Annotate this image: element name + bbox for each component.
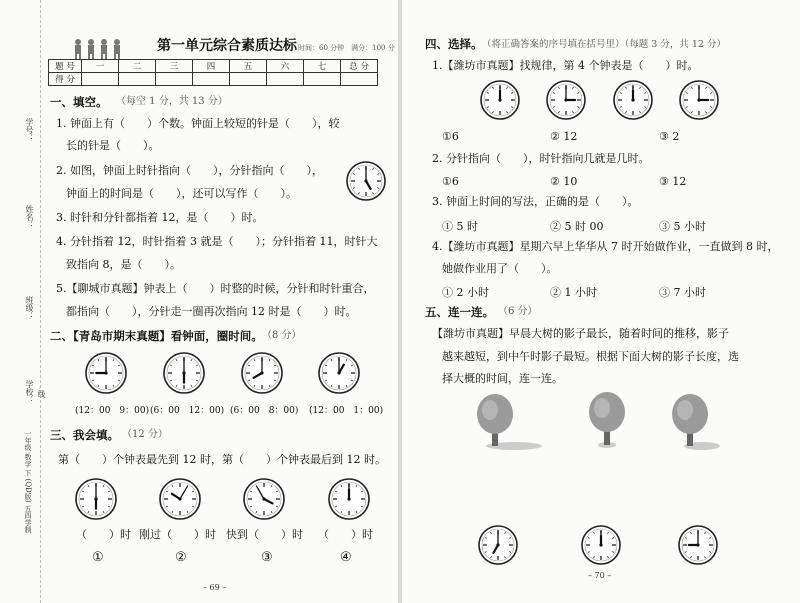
s4-q2-option[interactable]: ③ 12 [659, 175, 687, 188]
score-header: 题 号 [49, 60, 82, 73]
s3-blank[interactable]: 快到（ ）时 [226, 528, 303, 541]
s4-q1-option[interactable]: ② 12 [550, 130, 578, 143]
section-2-score: （8 分） [262, 330, 302, 341]
binding-line [40, 0, 41, 603]
s1-q2-line2: 钟面上的时间是（ ），还可以写作（ ）。 [66, 187, 297, 200]
s3-label: ② [175, 550, 187, 565]
left-page [0, 0, 398, 603]
s1-q4-line1: 4. 分针指着 12，时针指着 3 就是（ ）；分针指着 11，时针大 [56, 235, 378, 248]
score-cell[interactable] [341, 73, 378, 86]
s4-q3-option[interactable]: ① 5 时 [442, 220, 478, 233]
s4-q4-option[interactable]: ③ 7 小时 [659, 286, 706, 299]
section-2-title: 二、【青岛市期末真题】看钟面，圈时间。 [50, 329, 263, 343]
right-page [402, 0, 800, 603]
s2-option[interactable]: (12：00 1：00) [309, 406, 384, 416]
score-cell[interactable] [156, 73, 193, 86]
score-header: 一 [82, 60, 119, 73]
class-label: 班级： [25, 296, 34, 320]
s4-q1-option[interactable]: ③ 2 [659, 130, 680, 143]
section-4-title: 四、选择。 [425, 37, 483, 51]
score-table [48, 59, 378, 86]
student-id-label: 学号： [25, 118, 34, 142]
score-header: 二 [119, 60, 156, 73]
page-title: 第一单元综合素质达标 [157, 38, 297, 54]
s3-question: 第（ ）个钟表最先到 12 时，第（ ）个钟表最后到 12 时。 [58, 453, 386, 466]
score-cell[interactable] [193, 73, 230, 86]
book-label: 一年级 数学 下 (QD版) 五四学制 [24, 430, 32, 533]
s1-q3: 3. 时针和分针都指着 12，是（ ）时。 [56, 211, 264, 224]
page-number-70: – 70 – [588, 571, 612, 580]
section-1-title: 一、填空。 [50, 95, 108, 109]
score-header: 六 [267, 60, 304, 73]
score-cell[interactable] [119, 73, 156, 86]
tree-long-shadow [472, 390, 542, 460]
s4-q4-line2: 她做作业用了（ ）。 [442, 262, 558, 275]
s3-blank[interactable]: 刚过（ ）时 [139, 528, 216, 541]
score-cell[interactable] [304, 73, 341, 86]
score-header: 七 [304, 60, 341, 73]
s2-option[interactable]: (12：00 9：00) [75, 406, 150, 416]
s4-q1-option[interactable]: ①6 [442, 130, 459, 143]
s5-text-line2: 越来越短，到中午时影子最短。根据下面大树的影子长度，选 [442, 350, 739, 363]
section-5-title: 五、连一连。 [425, 305, 494, 319]
exam-meta: 时间：60 分钟 满分：100 分 [298, 44, 395, 52]
score-header: 总 分 [341, 60, 378, 73]
student-name-label: 姓名： [25, 205, 34, 229]
s2-option[interactable]: (6：00 12：00) [150, 406, 225, 416]
s3-label: ④ [340, 550, 352, 565]
s5-text-line1: 【潍坊市真题】早晨大树的影子最长，随着时间的推移，影子 [432, 327, 729, 340]
section-3-title: 三、我会填。 [50, 428, 119, 442]
s4-q4-option[interactable]: ② 1 小时 [550, 286, 597, 299]
s4-q3-option[interactable]: ③ 5 小时 [659, 220, 706, 233]
s3-blank[interactable]: （ ）时 [76, 528, 131, 541]
page-number-69: – 69 – [203, 583, 227, 592]
s3-label: ③ [261, 550, 273, 565]
section-5-score: （6 分） [498, 306, 538, 317]
s1-q2-line1: 2. 如图，钟面上时针指向（ ），分针指向（ ）， [56, 164, 323, 177]
s1-q4-line2: 致指向 8，是（ ）。 [66, 258, 181, 271]
tree-medium-shadow [667, 390, 732, 460]
s2-option[interactable]: (6：00 8：00) [230, 406, 299, 416]
s5-text-line3: 择大概的时间，连一连。 [442, 372, 563, 385]
s1-q1-line1: 1. 钟面上有（ ）个数。钟面上较短的针是（ ），较 [56, 117, 340, 130]
s4-q4-option[interactable]: ① 2 小时 [442, 286, 489, 299]
s4-q4-line1: 4.【潍坊市真题】星期六早上华华从 7 时开始做作业，一直做到 8 时， [432, 240, 779, 253]
score-header: 三 [156, 60, 193, 73]
score-header: 四 [193, 60, 230, 73]
s4-q2-option[interactable]: ①6 [442, 175, 459, 188]
s3-blank[interactable]: （ ）时 [318, 528, 373, 541]
section-4-note: （将正确答案的序号填在括号里）（每题 3 分，共 12 分） [482, 39, 726, 50]
score-cell[interactable] [267, 73, 304, 86]
s4-q2: 2. 分针指向（ ），时针指向几就是几时。 [432, 152, 650, 165]
section-1-score: （每空 1 分，共 13 分） [116, 96, 228, 107]
school-label: 学校： [25, 380, 34, 404]
s1-q5-line2: 都指向（ ），分针走一圈再次指向 12 时是（ ）时。 [66, 305, 357, 318]
s1-q5-line1: 5.【聊城市真题】钟表上（ ）时整的时候，分针和时针重合， [56, 282, 375, 295]
score-row-label: 得 分 [49, 73, 82, 86]
s4-q2-option[interactable]: ② 10 [550, 175, 578, 188]
s4-q3: 3. 钟面上时间的写法，正确的是（ ）。 [432, 195, 639, 208]
s4-q3-option[interactable]: ② 5 时 00 [550, 220, 604, 233]
score-cell[interactable] [82, 73, 119, 86]
score-header: 五 [230, 60, 267, 73]
children-logo [72, 38, 126, 60]
tree-short-shadow [582, 388, 642, 458]
cut-line-label: 线 [37, 390, 46, 398]
s1-q1-line2: 长的针是（ ）。 [66, 139, 160, 152]
score-cell[interactable] [230, 73, 267, 86]
section-3-score: （12 分） [122, 429, 168, 440]
s3-label: ① [92, 550, 104, 565]
s4-q1: 1.【潍坊市真题】找规律，第 4 个钟表是（ ）时。 [432, 59, 699, 72]
